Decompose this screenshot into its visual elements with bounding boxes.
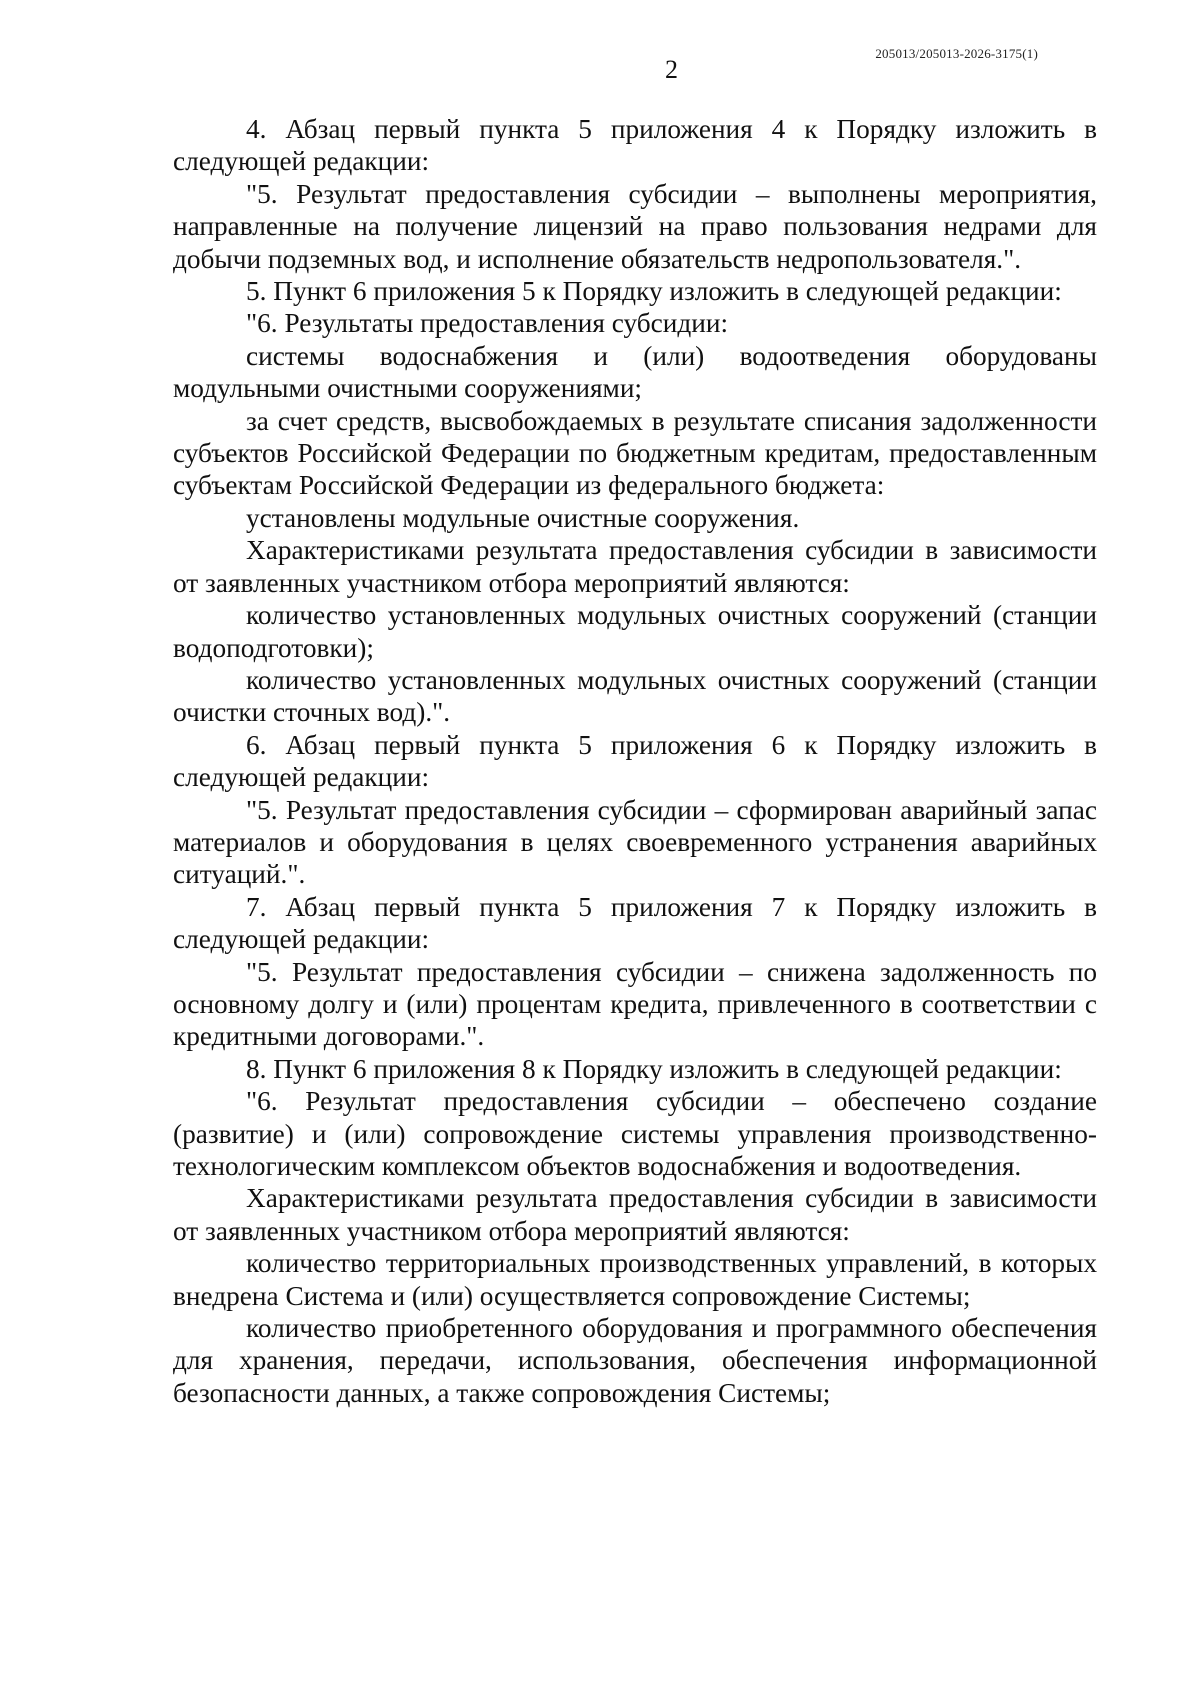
- paragraph-count-equipment-software: количество приобретенного оборудования и программного обеспечения для хранения, передачи, использования, обеспечения информационной безопасности данных, а также сопровождения Системы;: [173, 1313, 1097, 1408]
- paragraph-quote-appendix-7: "5. Результат предоставления субсидии – снижена задолженность по основному долгу и (или) процентам кредита, привлеченного в соответствии с кредитными договорами.".: [173, 956, 1097, 1052]
- paragraph-item-7: 7. Абзац первый пункта 5 приложения 7 к Порядку изложить в следующей редакции:: [173, 891, 1097, 955]
- paragraph-item-6: 6. Абзац первый пункта 5 приложения 6 к Порядку изложить в следующей редакции:: [173, 729, 1097, 793]
- paragraph-characteristics-intro-1: Характеристиками результата предоставления субсидии в зависимости от заявленных участником отбора мероприятий являются:: [173, 535, 1097, 598]
- page-number: 2: [665, 55, 678, 84]
- paragraph-item-4: 4. Абзац первый пункта 5 приложения 4 к Порядку изложить в следующей редакции:: [173, 114, 1097, 177]
- paragraph-count-territorial-departments: количество территориальных производственных управлений, в которых внедрена Система и (или) осуществляется сопровождение Системы;: [173, 1248, 1097, 1311]
- paragraph-characteristics-intro-2: Характеристиками результата предоставления субсидии в зависимости от заявленных участником отбора мероприятий являются:: [173, 1183, 1097, 1246]
- paragraph-item-5: 5. Пункт 6 приложения 5 к Порядку изложить в следующей редакции:: [246, 276, 1062, 307]
- paragraph-quote-appendix-6: "5. Результат предоставления субсидии – сформирован аварийный запас материалов и оборудования в целях своевременного устранения аварийных ситуаций.".: [173, 794, 1097, 890]
- document-registration-code: 205013/205013-2026-3175(1): [875, 46, 1038, 61]
- paragraph-debt-write-off-funds: за счет средств, высвобождаемых в результате списания задолженности субъектов Российской Федерации по бюджетным кредитам, предоставленным субъектам Российской Федерации из федерального бюджета:: [173, 405, 1097, 501]
- paragraph-count-wastewater-stations: количество установленных модульных очистных сооружений (станции очистки сточных вод).".: [173, 664, 1097, 728]
- paragraph-installed-treatment-facilities: установлены модульные очистные сооружения.: [246, 502, 800, 533]
- paragraph-quote-appendix-5-heading: "6. Результаты предоставления субсидии:: [246, 308, 729, 339]
- paragraph-count-water-treatment-stations: количество установленных модульных очистных сооружений (станции водоподготовки);: [173, 600, 1097, 663]
- paragraph-quote-appendix-8: "6. Результат предоставления субсидии – обеспечено создание (развитие) и (или) сопровождение системы управления производственно-технологическим комплексом объектов водоснабжения и водоотведения.: [173, 1086, 1097, 1181]
- paragraph-result-systems-equipped: системы водоснабжения и (или) водоотведения оборудованы модульными очистными сооружениями;: [173, 340, 1097, 404]
- paragraph-item-8: 8. Пункт 6 приложения 8 к Порядку изложить в следующей редакции:: [246, 1053, 1062, 1084]
- paragraph-quote-appendix-4: "5. Результат предоставления субсидии – выполнены мероприятия, направленные на получение лицензий на право пользования недрами для добычи подземных вод, и исполнение обязательств недропользователя.".: [173, 178, 1097, 274]
- document-body: [173, 113, 1097, 1409]
